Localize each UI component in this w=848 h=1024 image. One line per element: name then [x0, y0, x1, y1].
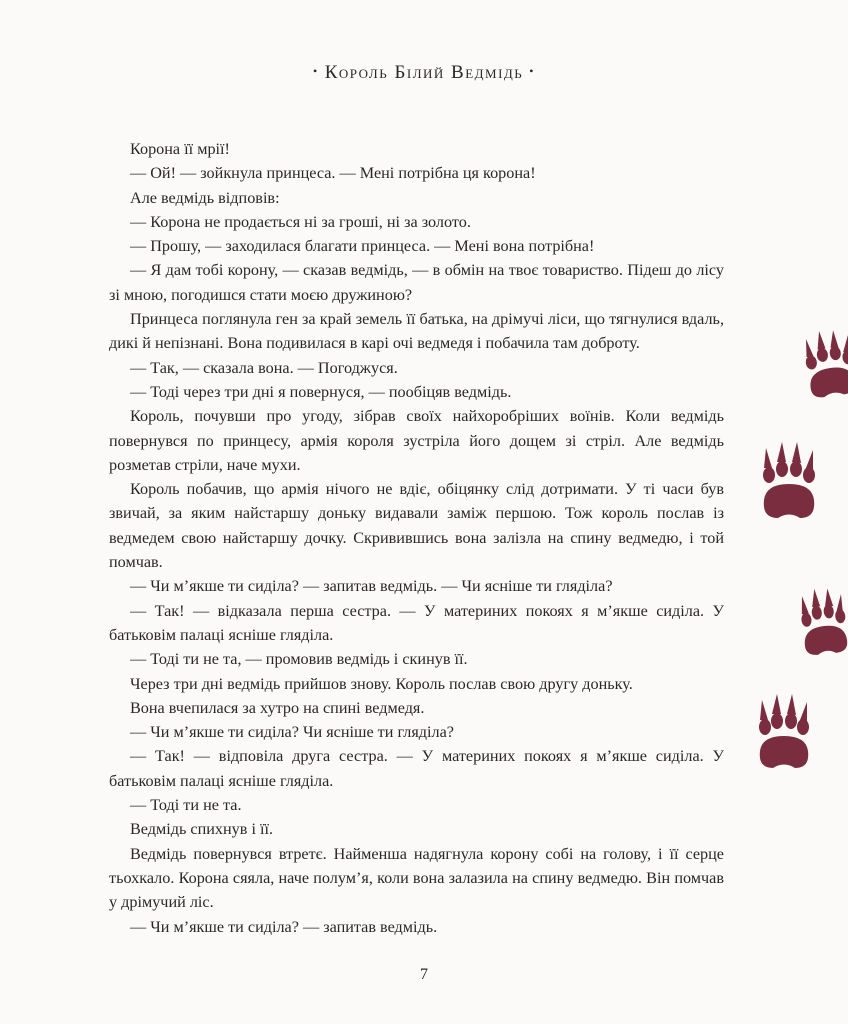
- paragraph: — Тоді ти не та, — промовив ведмідь і скинув її.: [130, 650, 468, 669]
- paragraph: Король побачив, що армія нічого не вдіє, обіцянку слід дотримати. У ті часи був звичай, за яким найстаршу доньку видавали заміж першою. Тож король послав із ведмедем свою найстаршу дочку. Скривившись вона залізла на спину ведмедю, і той помчав.: [109, 480, 724, 572]
- paragraph: — Чи м’якше ти сиділа? — запитав ведмідь.: [130, 917, 438, 936]
- paragraph: Але ведмідь відповів:: [130, 188, 280, 207]
- paragraph: — Тоді ти не та.: [130, 796, 242, 815]
- paragraph: — Чи м’якше ти сиділа? — запитав ведмідь. — Чи ясніше ти гляділа?: [130, 577, 613, 596]
- paragraph: Король, почувши про угоду, зібрав своїх найхоробріших воїнів. Коли ведмідь повернувся по принцесу, армія короля зустріла його дощем зі стріл. Але ведмідь розметав стріли, наче мухи.: [109, 407, 724, 474]
- paragraph: — Корона не продається ні за гроші, ні за золото.: [130, 212, 471, 231]
- paragraph: — Я дам тобі корону, — сказав ведмідь, — в обмін на твоє товариство. Підеш до лісу зі мною, погодишся стати моєю дружиною?: [109, 261, 724, 304]
- bear-paw-icon: [792, 585, 848, 662]
- paragraph: — Так! — відказала перша сестра. — У материних покоях я м’якше сиділа. У батьковім палаці ясніше гляділа.: [109, 601, 724, 644]
- paragraph: Принцеса поглянула ген за край земель її батька, на дрімучі ліси, що тягнулися вдаль, дикі й непізнані. Вона подивилася в карі очі ведмедя і побачила там доброту.: [109, 310, 724, 353]
- bear-paw-icon: [756, 442, 822, 524]
- story-text: [109, 137, 724, 939]
- paragraph: — Ой! — зойкнула принцеса. — Мені потрібна ця корона!: [130, 164, 536, 183]
- paragraph: Корона її мрії!: [130, 140, 230, 158]
- paragraph: — Прошу, — заходилася благати принцеса. — Мені вона потрібна!: [130, 237, 595, 256]
- paragraph: — Тоді через три дні я повернуся, — пообіцяв ведмідь.: [130, 382, 512, 401]
- paragraph: — Так! — відповіла друга сестра. — У материних покоях я м’якше сиділа. У батьковім палаці ясніше гляділа.: [109, 747, 724, 790]
- paragraph: Вона вчепилася за хутро на спині ведмедя.: [130, 698, 425, 717]
- bear-paw-icon: [752, 694, 816, 774]
- paragraph: Через три дні ведмідь прийшов знову. Король послав свою другу доньку.: [130, 674, 633, 693]
- page-number: 7: [420, 966, 428, 983]
- header-dot-left: •: [313, 64, 319, 78]
- paragraph: Ведмідь спихнув і її.: [130, 820, 274, 839]
- header-dot-right: •: [529, 64, 535, 78]
- bear-paw-icon: [795, 326, 848, 406]
- paragraph: — Так, — сказала вона. — Погоджуся.: [130, 358, 398, 377]
- paragraph: Ведмідь повернувся втретє. Найменша надягнула корону собі на голову, і її серце тьохкало. Корона сяяла, наче полум’я, коли вона залазила на спину ведмедю. Він помчав у дрімучий ліс.: [109, 844, 724, 912]
- paragraph: — Чи м’якше ти сиділа? Чи ясніше ти гляділа?: [130, 723, 454, 742]
- running-header: [0, 62, 848, 84]
- header-title: Король Білий Ведмідь: [324, 62, 524, 83]
